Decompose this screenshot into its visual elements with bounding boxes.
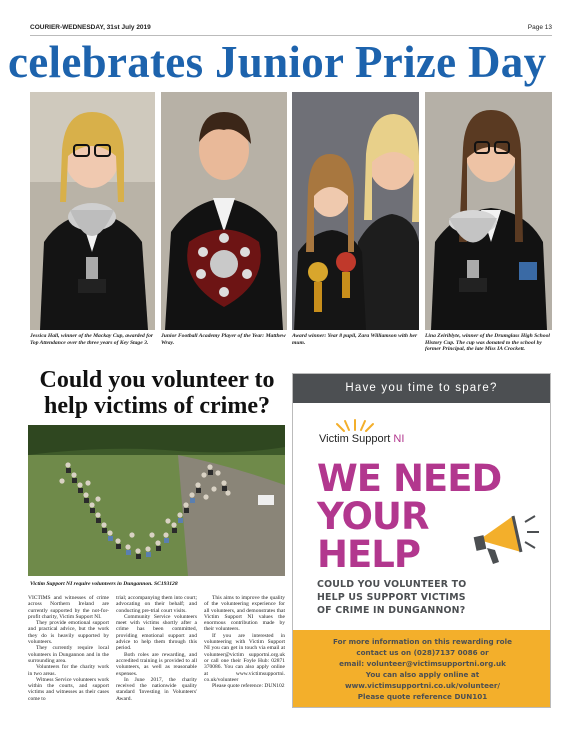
ad-website-line: www.victimsupportni.co.uk/volunteer/ <box>344 681 501 690</box>
story-paragraph: Both roles are rewarding, and accredited training is provided to all volunteers, as well as reasonable expenses. <box>116 651 197 677</box>
story-paragraph: They provide emotional support and practical advice, but the work they do is heavily supported by volunteers. <box>28 620 109 646</box>
story-photo-caption: Victim Support NI require volunteers in Dungannon. SC193128 <box>30 581 178 587</box>
story-paragraph: If you are interested in volunteering with Victim Support NI you can get in touch via email at volunteer@victim supportni.org.uk or call one their Foyle Hub: 02871 370086. You can also apply online at www.victimsupportni. co.uk/volunteer <box>204 632 285 683</box>
caption-photo-3: Award winner: Year 8 pupil, Zara Williamson with her mum. <box>292 333 418 346</box>
ad-slogan-line-3: HELP <box>317 533 420 576</box>
masthead <box>30 22 552 36</box>
caption-photo-2: Junior Football Academy Player of the Year: Matthew Wray. <box>161 333 286 346</box>
ad-question-line-2: HELP US SUPPORT VICTIMS <box>317 592 466 603</box>
ad-info-line-4: You can also apply online at <box>365 670 480 679</box>
caption-photo-1: Jessica Hall, winner of the Mackay Cup, awarded for Top Attendance over the three years of Key Stage 3. <box>30 333 154 346</box>
story-paragraph: This aims to improve the quality of the volunteering experience for all volunteers, and demonstrates that Victim Support NI values the enormous contribution made by their volunteers. <box>204 595 285 633</box>
ad-slogan-line-1: WE NEED <box>317 457 502 500</box>
story-headline <box>28 367 286 419</box>
page-headline: celebrates Junior Prize Day <box>8 37 547 87</box>
photo-zara-williamson <box>292 92 419 330</box>
ad-question-line-3: OF CRIME IN DUNGANNON? <box>317 605 466 616</box>
ad-reference-line: Please quote reference DUN101 <box>357 692 488 701</box>
ad-contact-panel <box>293 630 551 708</box>
ad-logo-suffix: NI <box>393 433 405 445</box>
megaphone-icon <box>469 502 541 572</box>
ad-email-line: email: volunteer@victimsupportni.org.uk <box>339 659 506 668</box>
story-headline-line-1: Could you volunteer to <box>39 367 275 393</box>
ad-logo-wordmark <box>319 433 404 445</box>
story-paragraph: Volunteers for the charity work in two areas. <box>28 664 109 677</box>
story-paragraph: They currently require local volunteers in Dungannon and in the surrounding area. <box>28 645 109 664</box>
story-paragraph: Witness Service volunteers work within the courts, and support victims and witnesses as their cases come to <box>28 676 109 702</box>
ad-top-banner: Have you time to spare? <box>293 374 550 403</box>
photo-jessica-hall <box>30 92 155 330</box>
photo-matthew-wray <box>161 92 287 330</box>
ad-info-line-1: For more information on this rewarding role <box>333 637 512 646</box>
story-paragraph: trial; accompanying them into court; advocating on their behalf; and conducting pre-trial court visits. <box>116 595 197 614</box>
ad-logo-name: Victim Support <box>319 433 391 445</box>
ad-slogan-line-2: YOUR <box>317 495 429 538</box>
story-paragraph: Please quote reference: DUN102 <box>212 683 285 690</box>
story-column-1 <box>28 595 109 702</box>
story-column-2 <box>116 595 197 702</box>
ad-question-line-1: COULD YOU VOLUNTEER TO <box>317 579 467 590</box>
date-line: COURIER-WEDNESDAY, 31st July 2019 <box>30 24 151 31</box>
story-photo-volunteers <box>28 425 285 576</box>
story-headline-line-2: help victims of crime? <box>44 393 270 419</box>
caption-photo-4: Lina Zeiriblyte, winner of the Drumglass High School History Cup. The cup was donated to the school by former Principal, the late Miss IA Crockett. <box>425 333 550 353</box>
victim-support-advert <box>292 373 551 708</box>
story-paragraph: VICTIMS and witnesses of crime across Northern Ireland are currently supported by the not-for-profit charity, Victim Support NI. <box>28 595 109 620</box>
story-column-3 <box>204 595 285 689</box>
ad-volunteer-question <box>317 578 517 617</box>
ad-phone-line: contact us on (028)7137 0086 or <box>356 648 489 657</box>
photo-lina-zeiriblyte <box>425 92 552 330</box>
page-number: Page 13 <box>527 24 552 31</box>
story-paragraph: In June 2017, the charity received the nationwide quality standard 'Investing in Volunteers' Award. <box>116 676 197 702</box>
story-paragraph: Community Service volunteers meet with victims shortly after a crime has been committed, providing emotional support and advice to help them through this period. <box>116 613 197 652</box>
